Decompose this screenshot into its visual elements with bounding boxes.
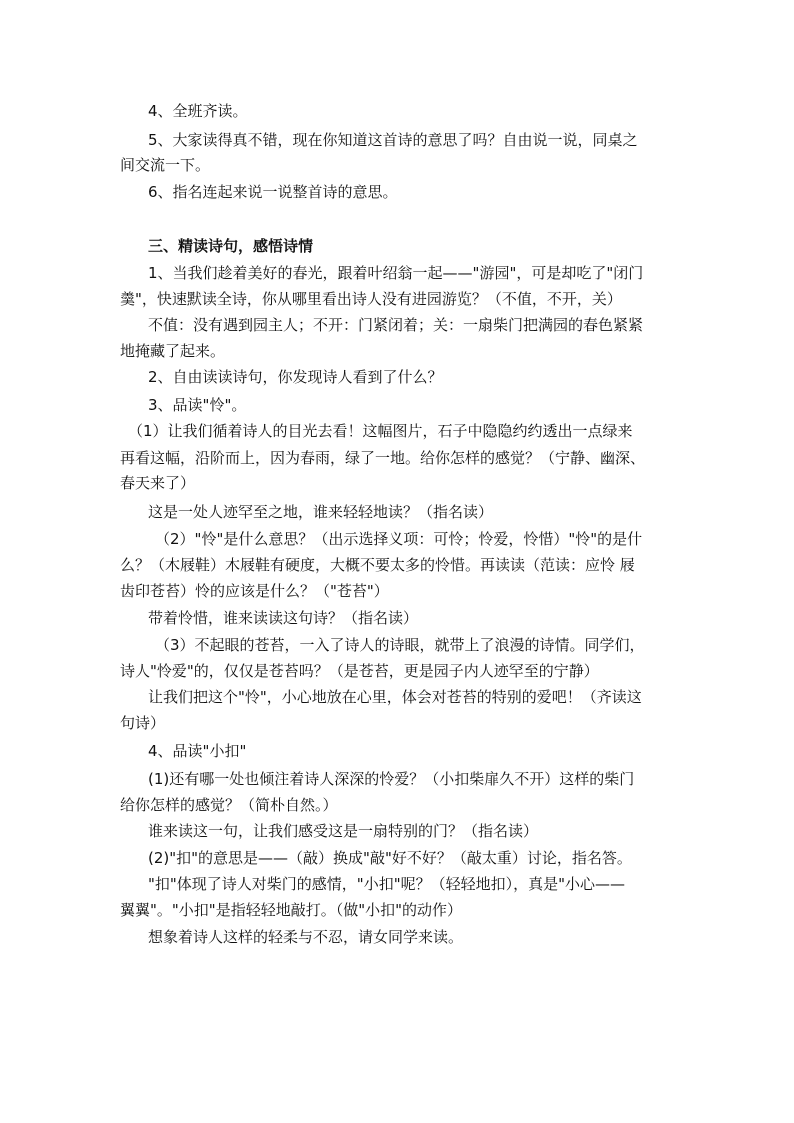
- item-3-line-1: （3）不起眼的苍苔，一入了诗人的诗眼，就带上了浪漫的诗情。同学们，: [155, 636, 645, 654]
- item-1-line-1: （1）让我们循着诗人的目光去看！这幅图片，石子中隐隐约约透出一点绿来: [128, 422, 633, 440]
- item-2-line-3: 齿印苍苔）怜的应该是什么？（"苍苔"）: [120, 582, 389, 600]
- para-1-line-1: 1、当我们趁着美好的春光，跟着叶绍翁一起——"游园"，可是却吃了"闭门: [148, 264, 644, 282]
- para-1-line-2: 羹"，快速默读全诗，你从哪里看出诗人没有进园游览？（不值，不开，关）: [120, 290, 622, 308]
- step-5-line-2: 间交流一下。: [120, 156, 211, 174]
- sub-1-followup: 谁来读这一句，让我们感受这是一扇特别的门？（指名读）: [148, 822, 539, 840]
- sub-2-line: (2)"扣"的意思是——（敲）换成"敲"好不好？（敲太重）讨论，指名答。: [148, 849, 632, 867]
- item-2-line-2: 么？（木屐鞋）木屐鞋有硬度，大概不要太多的怜惜。再读读（范读：应怜 屐: [120, 556, 635, 574]
- sub-2-followup-line-2: 翼翼"。"小扣"是指轻轻地敲打。（做"小扣"的动作）: [120, 901, 462, 919]
- sub-1-line-2: 给你怎样的感觉？（简朴自然。）: [120, 796, 338, 814]
- step-4-line: 4、全班齐读。: [148, 102, 248, 120]
- item-2-followup: 带着怜惜，谁来读读这句诗？（指名读）: [148, 609, 419, 627]
- item-2-line-1: （2）"怜"是什么意思？（出示选择义项：可怜；怜爱，怜惜）"怜"的是什: [155, 530, 643, 548]
- item-3-line-2: 诗人"怜爱"的，仅仅是苍苔吗？（是苍苔，更是园子内人迹罕至的宁静）: [120, 662, 599, 680]
- para-4-heading: 4、品读"小扣": [148, 742, 247, 760]
- item-3-followup-line-1: 让我们把这个"怜"，小心地放在心里，体会对苍苔的特别的爱吧！（齐读这: [148, 688, 642, 706]
- section-heading: 三、精读诗句，感悟诗情: [148, 237, 314, 255]
- item-1-line-2: 再看这幅，沿阶而上，因为春雨，绿了一地。给你怎样的感觉？（宁静、幽深、: [120, 449, 646, 467]
- item-3-followup-line-2: 句诗）: [120, 714, 166, 732]
- para-1-answer-line-2: 地掩藏了起来。: [120, 342, 226, 360]
- para-2-line: 2、自由读读诗句，你发现诗人看到了什么？: [148, 368, 443, 386]
- step-6-line: 6、指名连起来说一说整首诗的意思。: [148, 183, 398, 201]
- step-5-line-1: 5、大家读得真不错，现在你知道这首诗的意思了吗？自由说一说，同桌之: [148, 131, 638, 149]
- item-1-followup: 这是一处人迹罕至之地，谁来轻轻地读？（指名读）: [148, 503, 494, 521]
- sub-2-followup-line-1: "扣"体现了诗人对柴门的感情，"小扣"呢？（轻轻地扣），真是"小心——: [148, 875, 626, 893]
- para-3-heading: 3、品读"怜"。: [148, 396, 247, 414]
- para-1-answer-line-1: 不值：没有遇到园主人；不开：门紧闭着；关：一扇柴门把满园的春色紧紧: [148, 316, 644, 334]
- item-1-line-3: 春天来了）: [120, 474, 196, 492]
- closing-line: 想象着诗人这样的轻柔与不忍，请女同学来读。: [148, 928, 464, 946]
- sub-1-line-1: (1)还有哪一处也倾注着诗人深深的怜爱？（小扣柴扉久不开）这样的柴门: [148, 770, 635, 788]
